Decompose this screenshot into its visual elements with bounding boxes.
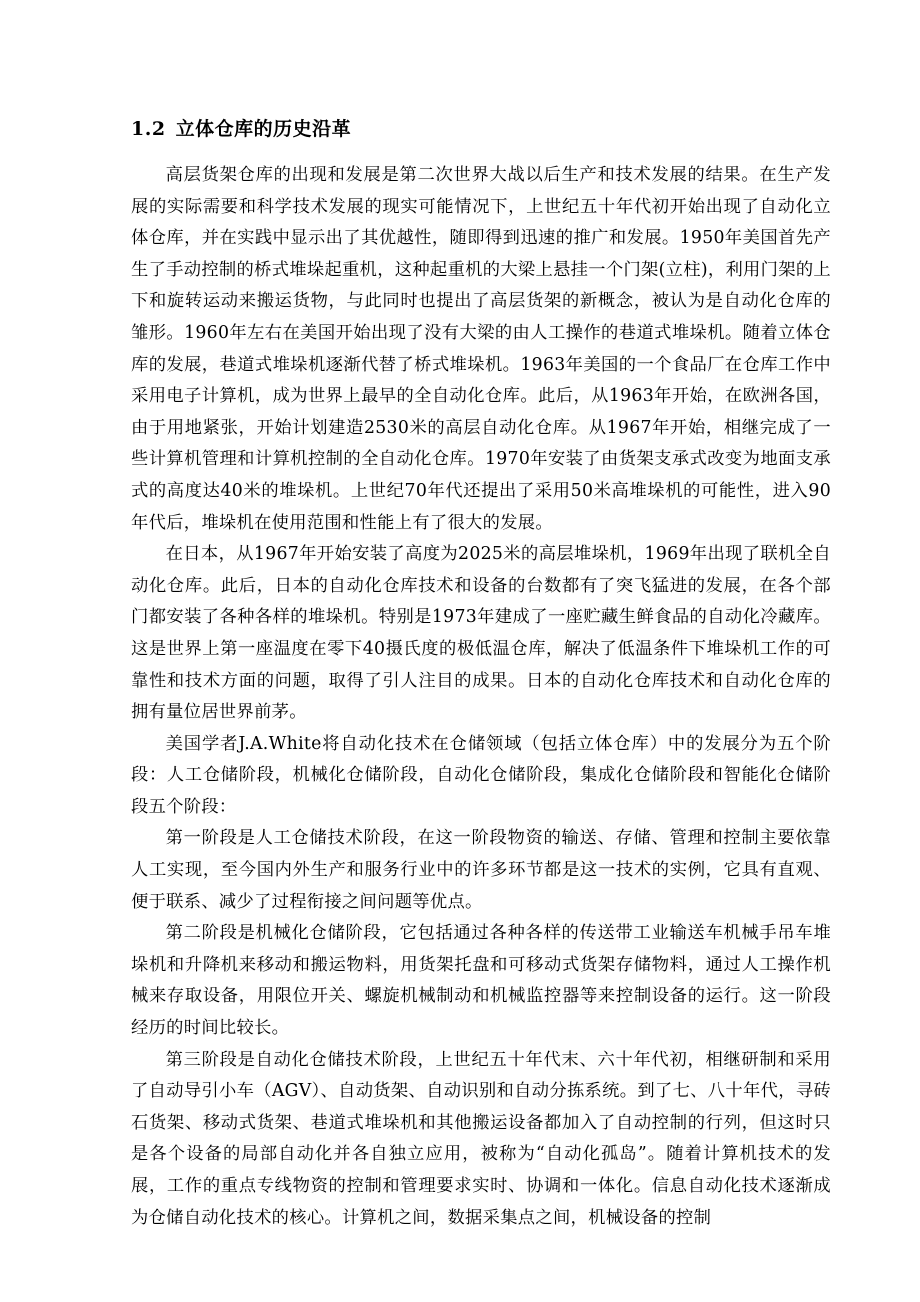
paragraph-stage-two: 第二阶段是机械化仓储阶段，它包括通过各种各样的传送带工业输送车机械手吊车堆垛机和升降机来移动和搬运物料，用货架托盘和可移动式货架存储物料，通过人工操作机械来存取设备，用限位开关、螺旋机械制动和机械监控器等来控制设备的运行。这一阶段经历的时间比较长。: [131, 923, 831, 1039]
paragraph-stage-one: 第一阶段是人工仓储技术阶段，在这一阶段物资的输送、存储、管理和控制主要依靠人工实现，至今国内外生产和服务行业中的许多环节都是这一技术的实例，它具有直观、便于联系、减少了过程衔接之间问题等优点。: [131, 828, 831, 912]
document-page: [131, 112, 831, 1234]
section-title: 立体仓库的历史沿革: [175, 118, 352, 140]
paragraph-japan-development: 在日本，从1967年开始安装了高度为2025米的高层堆垛机，1969年出现了联机全自动化仓库。此后，日本的自动化仓库技术和设备的台数都有了突飞猛进的发展，在各个部门都安装了各种各样的堆垛机。特别是1973年建成了一座贮藏生鲜食品的自动化冷藏库。这是世界上第一座温度在零下40摄氏度的极低温仓库，解决了低温条件下堆垛机工作的可靠性和技术方面的问题，取得了引人注目的成果。日本的自动化仓库技术和自动化仓库的拥有量位居世界前茅。: [131, 544, 831, 723]
paragraph-stage-three: 第三阶段是自动化仓储技术阶段，上世纪五十年代末、六十年代初，相继研制和采用了自动导引小车（AGV）、自动货架、自动识别和自动分拣系统。到了七、八十年代，寻砖石货架、移动式货架、巷道式堆垛机和其他搬运设备都加入了自动控制的行列，但这时只是各个设备的局部自动化并各自独立应用，被称为“自动化孤岛”。随着计算机技术的发展，工作的重点专线物资的控制和管理要求实时、协调和一体化。信息自动化技术逐渐成为仓储自动化技术的核心。计算机之间，数据采集点之间，机械设备的控制: [131, 1049, 831, 1228]
section-number: 1.2: [131, 118, 166, 140]
paragraph-five-stages: 美国学者J.A.White将自动化技术在仓储领域（包括立体仓库）中的发展分为五个阶段：人工仓储阶段，机械化仓储阶段，自动化仓储阶段，集成化仓储阶段和智能化仓储阶段五个阶段：: [131, 733, 831, 817]
paragraph-history-overview: 高层货架仓库的出现和发展是第二次世界大战以后生产和技术发展的结果。在生产发展的实际需要和科学技术发展的现实可能情况下，上世纪五十年代初开始出现了自动化立体仓库，并在实践中显示出了其优越性，随即得到迅速的推广和发展。1950年美国首先产生了手动控制的桥式堆垛起重机，这种起重机的大梁上悬挂一个门架(立柱)，利用门架的上下和旋转运动来搬运货物，与此同时也提出了高层货架的新概念，被认为是自动化仓库的雏形。1960年左右在美国开始出现了没有大梁的由人工操作的巷道式堆垛机。随着立体仓库的发展，巷道式堆垛机逐渐代替了桥式堆垛机。1963年美国的一个食品厂在仓库工作中采用电子计算机，成为世界上最早的全自动化仓库。此后，从1963年开始，在欧洲各国，由于用地紧张，开始计划建造2530米的高层自动化仓库。从1967年开始，相继完成了一些计算机管理和计算机控制的全自动化仓库。1970年安装了由货架支承式改变为地面支承式的高度达40米的堆垛机。上世纪70年代还提出了采用50米高堆垛机的可能性，进入90年代后，堆垛机在使用范围和性能上有了很大的发展。: [131, 165, 831, 533]
section-heading: [131, 112, 831, 146]
